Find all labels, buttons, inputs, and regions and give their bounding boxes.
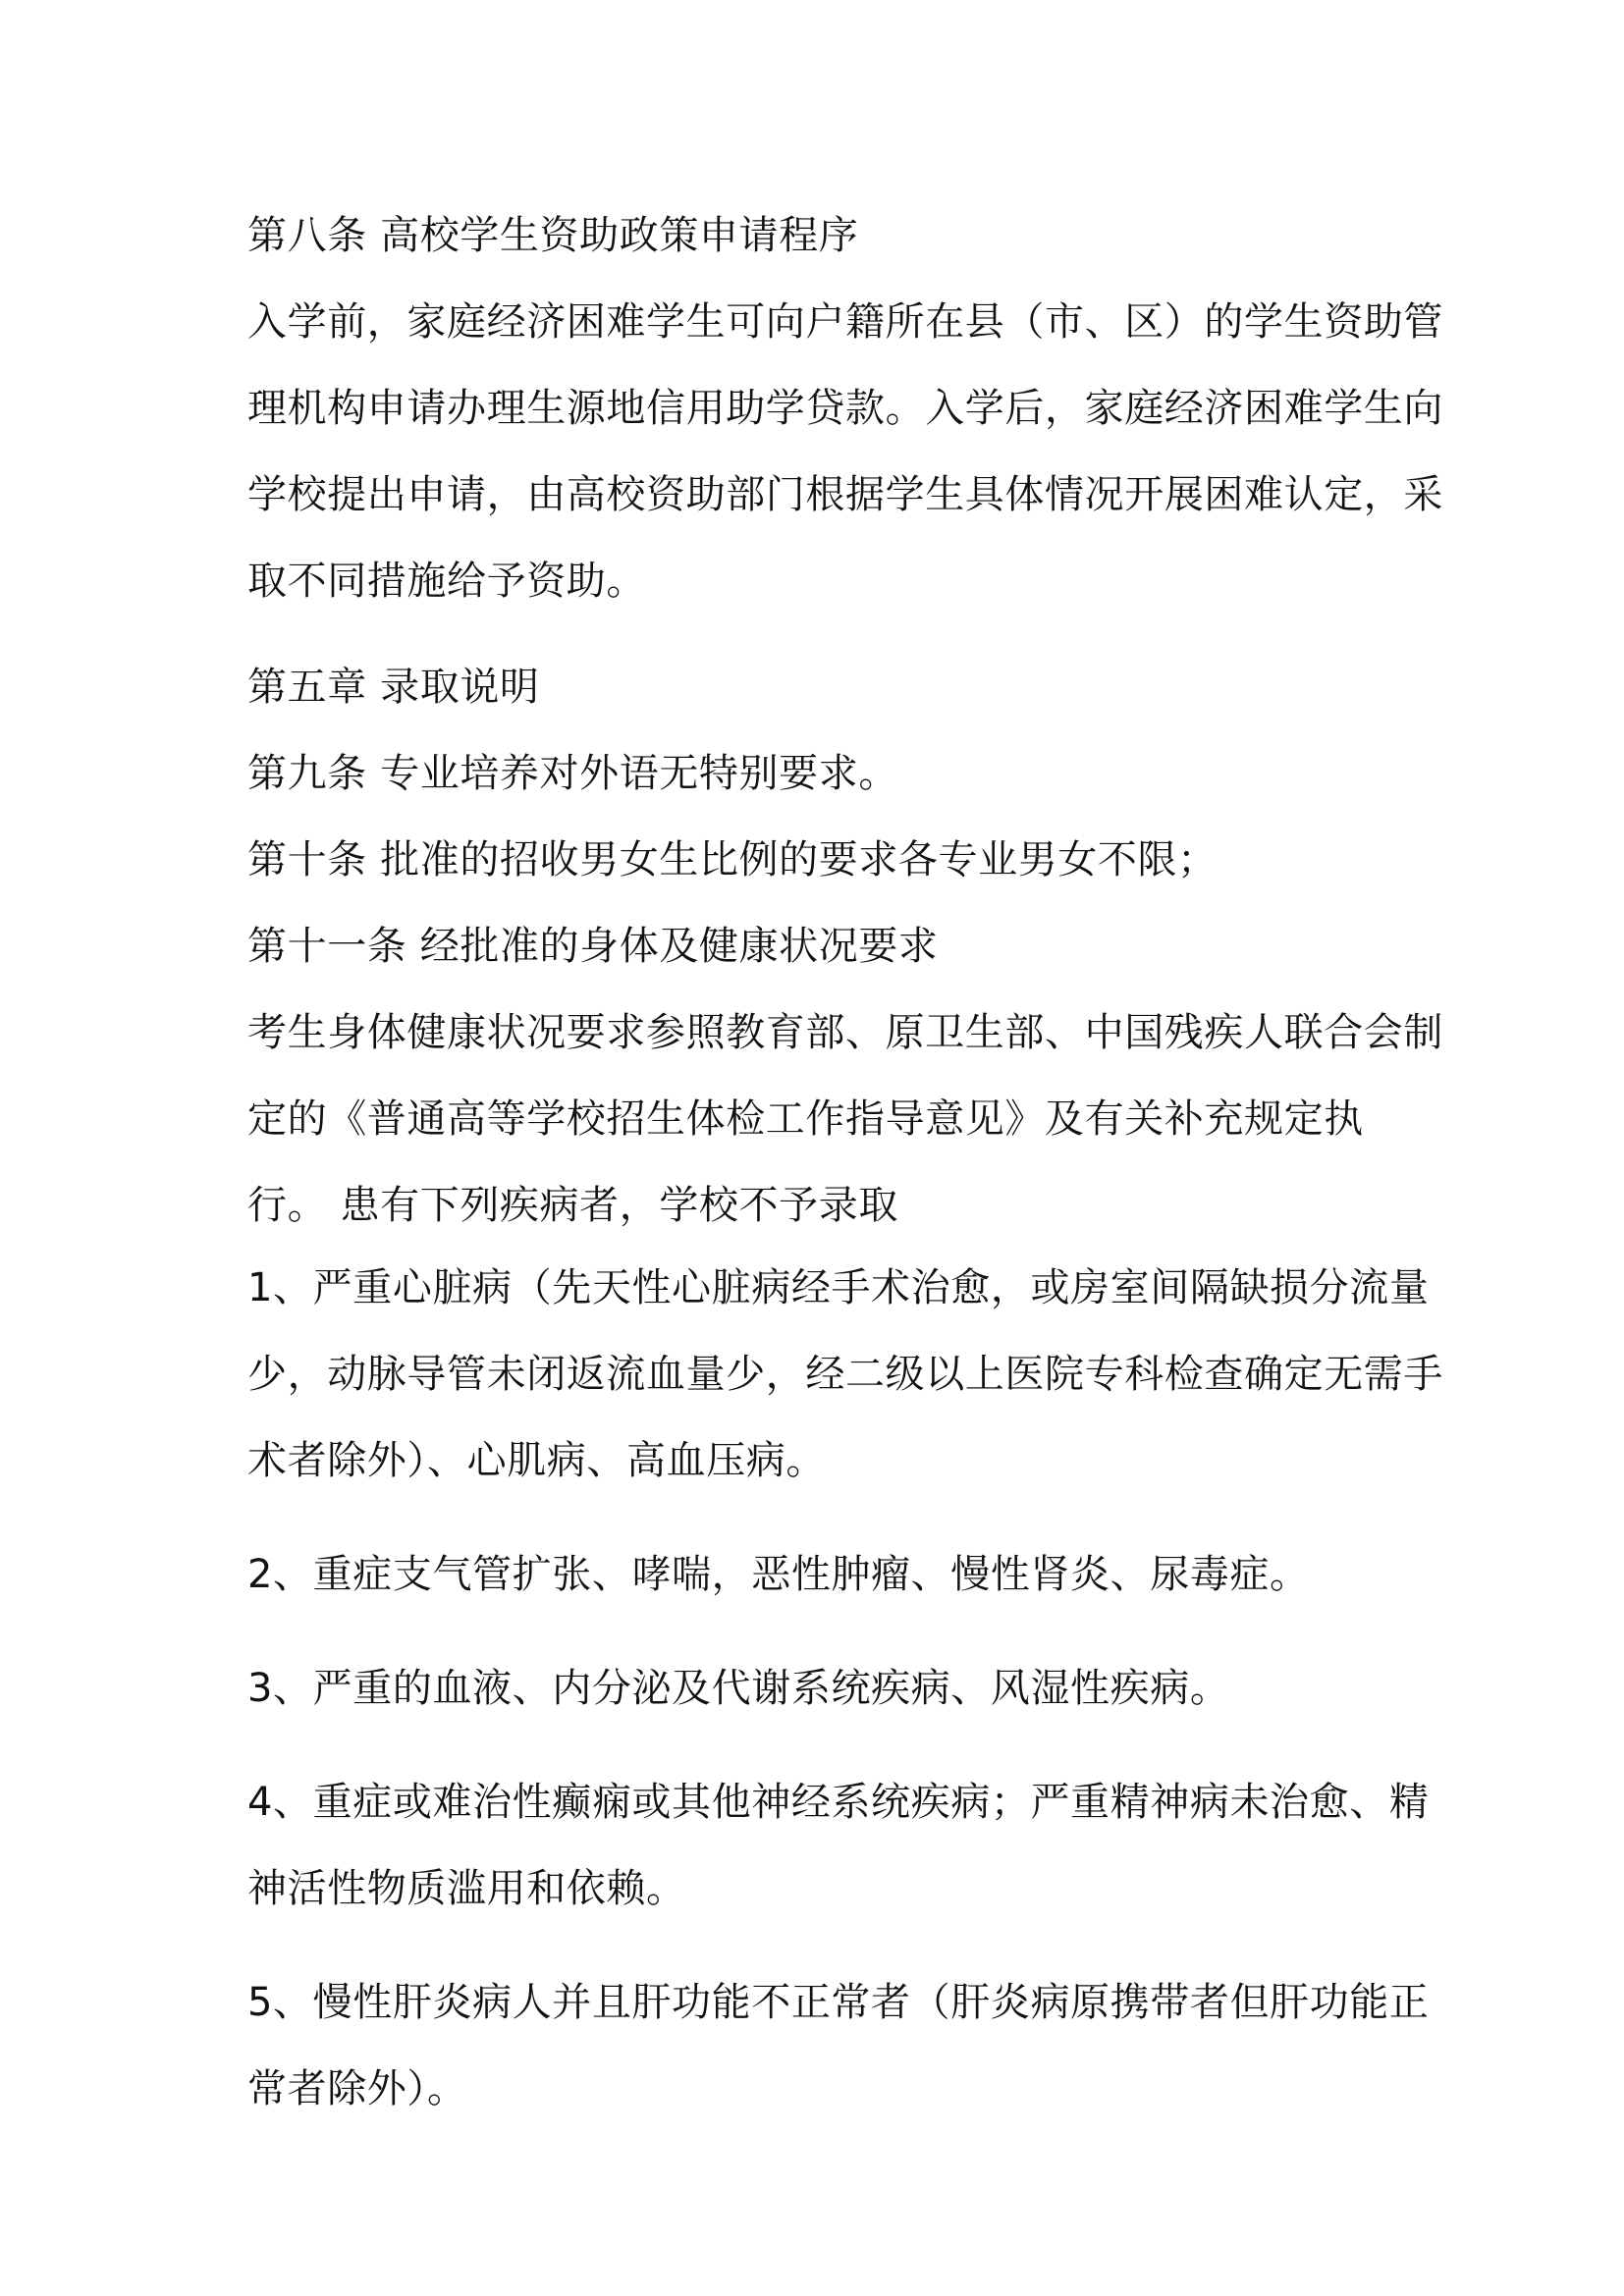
disease-item-4 <box>247 1775 1430 1916</box>
article-8-section <box>247 208 1443 609</box>
article-8-line: 学校提出申请，由高校资助部门根据学生具体情况开展困难认定，采 <box>247 472 1443 517</box>
disease-list <box>247 1260 1443 2116</box>
disease-line: 术者除外）、心肌病、高血压病。 <box>247 1438 826 1483</box>
disease-line: 常者除外）。 <box>247 2066 467 2111</box>
health-requirement-line: 行。 患有下列疾病者，学校不予录取 <box>247 1183 898 1228</box>
article-8-line: 理机构申请办理生源地信用助学贷款。入学后，家庭经济困难学生向 <box>247 386 1443 431</box>
article-8-line: 入学前，家庭经济困难学生可向户籍所在县（市、区）的学生资助管 <box>247 299 1443 345</box>
disease-item-1 <box>247 1260 1443 1488</box>
chapter-5-section <box>247 660 1443 1233</box>
document-page <box>247 208 1443 2250</box>
article-8-heading: 第八条 高校学生资助政策申请程序 <box>247 213 859 258</box>
disease-item-5 <box>247 1975 1430 2116</box>
disease-item-3 <box>247 1661 1401 1716</box>
article-9: 第九条 专业培养对外语无特别要求。 <box>247 751 898 796</box>
disease-line: 少，动脉导管未闭返流血量少，经二级以上医院专科检查确定无需手 <box>247 1352 1443 1397</box>
chapter-5-heading: 第五章 录取说明 <box>247 665 540 710</box>
health-requirement-line: 考生身体健康状况要求参照教育部、原卫生部、中国残疾人联合会制 <box>247 1010 1443 1055</box>
disease-line: 1、严重心脏病（先天性心脏病经手术治愈，或房室间隔缺损分流量 <box>247 1265 1430 1310</box>
disease-item-2 <box>247 1547 1401 1602</box>
article-11-heading: 第十一条 经批准的身体及健康状况要求 <box>247 924 939 969</box>
article-8-line: 取不同措施给予资助。 <box>247 559 646 604</box>
article-10: 第十条 批准的招收男女生比例的要求各专业男女不限； <box>247 837 1218 882</box>
disease-line: 4、重症或难治性癫痫或其他神经系统疾病；严重精神病未治愈、精 <box>247 1780 1430 1825</box>
health-requirement-line: 定的《普通高等学校招生体检工作指导意见》及有关补充规定执 <box>247 1096 1364 1142</box>
disease-line: 3、严重的血液、内分泌及代谢系统疾病、风湿性疾病。 <box>247 1666 1230 1711</box>
disease-line: 5、慢性肝炎病人并且肝功能不正常者（肝炎病原携带者但肝功能正 <box>247 1980 1430 2025</box>
disease-line: 2、重症支气管扩张、哮喘，恶性肿瘤、慢性肾炎、尿毒症。 <box>247 1552 1310 1597</box>
disease-line: 神活性物质滥用和依赖。 <box>247 1866 686 1911</box>
